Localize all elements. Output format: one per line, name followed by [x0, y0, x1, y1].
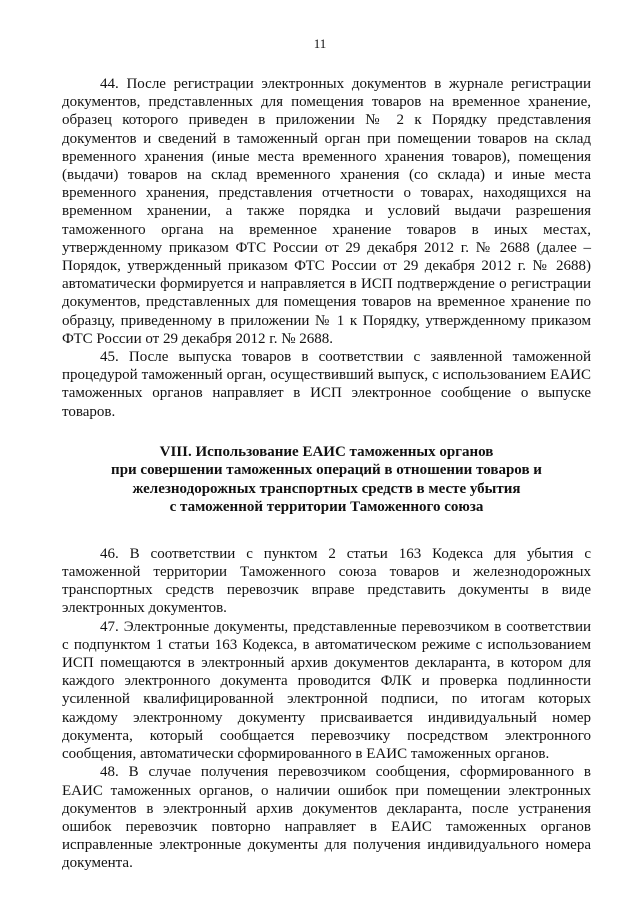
document-body [62, 75, 591, 873]
paragraph-48: 48. В случае получения перевозчиком сообщения, сформированного в ЕАИС таможенных органов, о наличии ошибок при помещении электронных документов в электронный архив документов декларанта, после устранения ошибок перевозчик повторно направляет в ЕАИС таможенных органов исправленные электронные документы для получения индивидуального номера документа. [62, 764, 591, 872]
section-heading-line: при совершении таможенных операций в отношении товаров и [111, 462, 542, 479]
section-heading-line: с таможенной территории Таможенного союза [169, 499, 484, 516]
paragraph-45: 45. После выпуска товаров в соответствии с заявленной таможенной процедурой таможенный орган, осуществивший выпуск, с использованием ЕАИС таможенных органов направляет в ИСП электронное сообщение о выпуске товаров. [62, 349, 591, 420]
paragraph-46: 46. В соответствии с пунктом 2 статьи 163 Кодекса для убытия с таможенной территории Таможенного союза товаров и железнодорожных транспортных средств перевозчик вправе представить документы в виде электронных документов. [62, 545, 591, 617]
paragraph-47: 47. Электронные документы, представленные перевозчиком в соответствии с подпунктом 1 статьи 163 Кодекса, в автоматическом режиме с использованием ИСП помещаются в электронный архив документов декларанта, в котором для каждого электронного документа проводится ФЛК и проверка подлинности усиленной квалифицированной электронной подписи, по итогам которых каждому электронному документу присваивается индивидуальный номер документа, который сообщается перевозчику посредством электронного сообщения, автоматически сформированного в ЕАИС таможенных органов. [62, 618, 591, 763]
section-heading [62, 443, 591, 517]
section-heading-line: VIII. Использование ЕАИС таможенных органов [159, 443, 494, 460]
section-heading-line: железнодорожных транспортных средств в месте убытия [132, 480, 521, 497]
page-number: 11 [313, 36, 327, 51]
paragraph-44: 44. После регистрации электронных документов в журнале регистрации документов, представленных для помещения товаров на временное хранение, образец которого приведен в приложении № 2 к Порядку представления документов и сведений в таможенный орган при помещении товаров на склад временного хранения (иные места временного хранения товаров), помещения (выдачи) товаров на склад временного хранения (со склада) и иные места временного хранения, представления отчетности о товарах, находящихся на временном хранении, а также порядка и условий выдачи разрешения таможенного органа на временное хранение товаров в иных местах, утвержденному приказом ФТС России от 29 декабря 2012 г. № 2688 (далее – Порядок, утвержденный приказом ФТС России от 29 декабря 2012 г. № 2688) автоматически формируется и направляется в ИСП подтверждение о регистрации документов, представленных для помещения товаров на временное хранение по образцу, приведенному в приложении № 1 к Порядку, утвержденному приказом ФТС России от 29 декабря 2012 г. № 2688. [62, 76, 591, 347]
